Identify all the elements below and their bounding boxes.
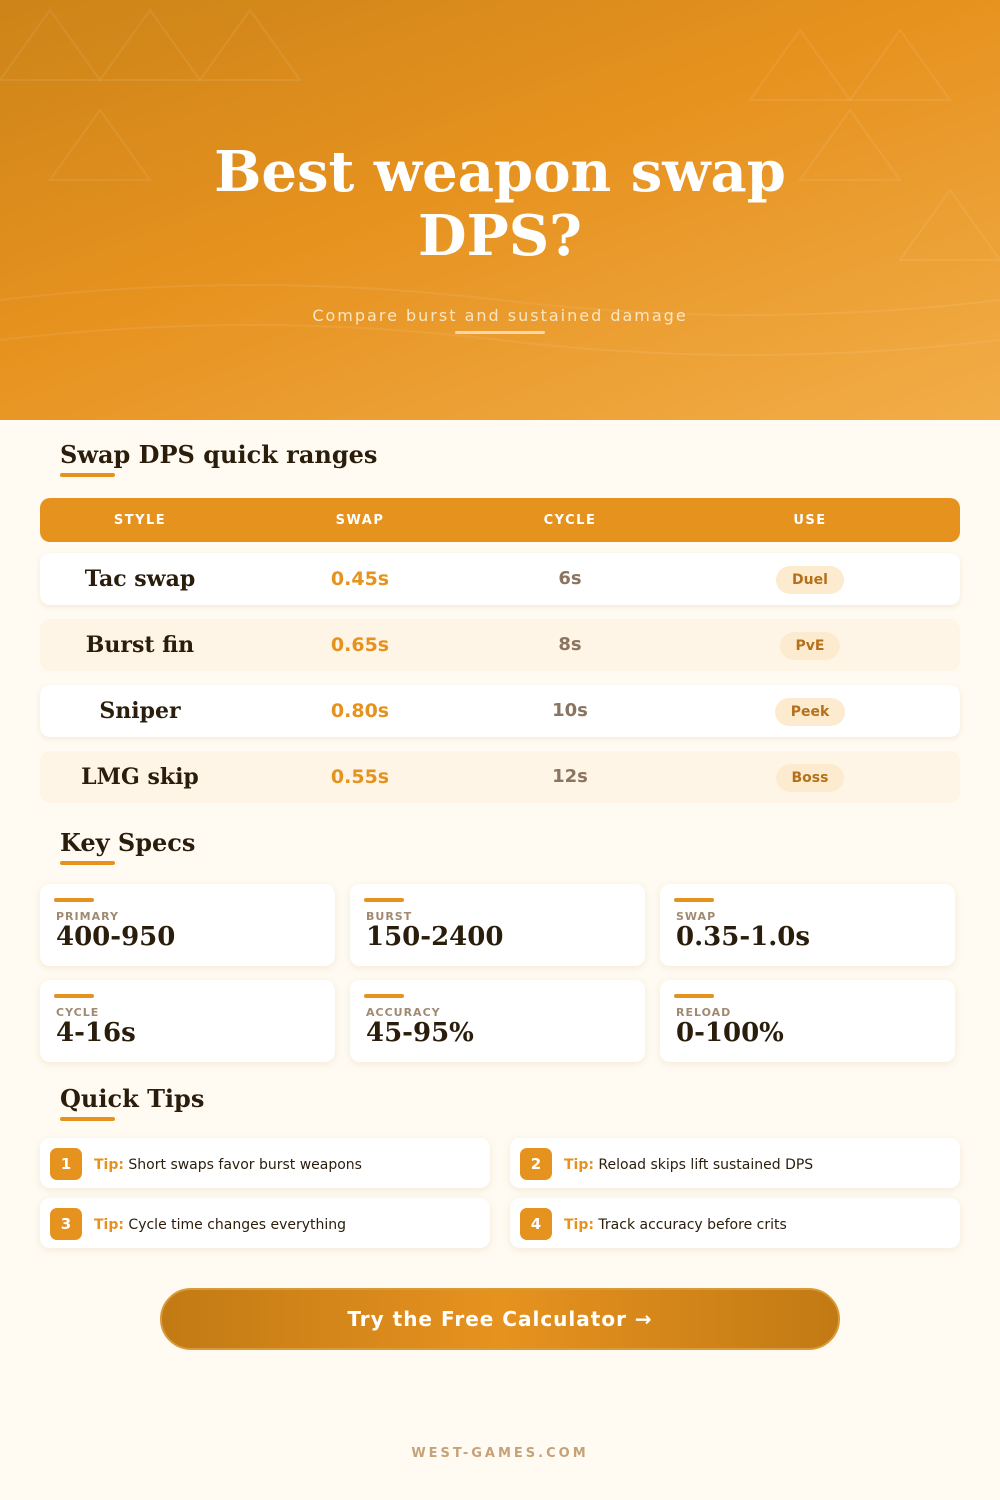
calculator-cta-button[interactable]: Try the Free Calculator → — [160, 1288, 840, 1350]
tip-number-badge: 3 — [50, 1208, 82, 1240]
spec-card-swap — [660, 884, 955, 966]
tips-section-underline — [60, 1117, 115, 1121]
specs-section-underline — [60, 861, 115, 865]
tip-text: Short swaps favor burst weapons — [128, 1157, 362, 1173]
tip-card — [40, 1198, 490, 1248]
column-header-swap: SWAP — [335, 513, 385, 528]
use-badge: Boss — [776, 764, 845, 792]
tip-number-badge: 1 — [50, 1148, 82, 1180]
tip-prefix: Tip: — [94, 1217, 124, 1233]
row-style: Sniper — [99, 698, 181, 724]
table-row — [40, 553, 960, 605]
column-header-style: STYLE — [113, 513, 167, 528]
subtitle-underline — [455, 331, 545, 334]
tip-number-badge: 4 — [520, 1208, 552, 1240]
hero-banner — [0, 0, 1000, 420]
column-header-use: USE — [793, 513, 827, 528]
row-swap: 0.55s — [330, 766, 390, 788]
spec-card-accuracy — [350, 980, 645, 1062]
tip-card — [510, 1138, 960, 1188]
row-style: LMG skip — [81, 764, 199, 790]
row-cycle: 12s — [552, 766, 588, 787]
row-swap: 0.80s — [330, 700, 390, 722]
spec-card-burst — [350, 884, 645, 966]
specs-section-title: Key Specs — [60, 828, 196, 857]
tip-text: Track accuracy before crits — [598, 1217, 787, 1233]
column-header-cycle: CYCLE — [543, 513, 597, 528]
row-swap: 0.45s — [330, 568, 390, 590]
spec-label: ACCURACY — [366, 1006, 441, 1019]
spec-accent-bar — [674, 898, 714, 902]
spec-value: 0.35-1.0s — [676, 922, 810, 952]
spec-accent-bar — [364, 994, 404, 998]
spec-accent-bar — [674, 994, 714, 998]
tip-prefix: Tip: — [564, 1217, 594, 1233]
spec-accent-bar — [54, 994, 94, 998]
tip-prefix: Tip: — [564, 1157, 594, 1173]
spec-card-cycle — [40, 980, 335, 1062]
use-badge: Duel — [776, 566, 844, 594]
table-row — [40, 751, 960, 803]
spec-label: SWAP — [676, 910, 717, 923]
row-cycle: 8s — [558, 634, 582, 655]
row-swap: 0.65s — [330, 634, 390, 656]
spec-accent-bar — [364, 898, 404, 902]
ranges-section-underline — [60, 473, 115, 477]
tip-prefix: Tip: — [94, 1157, 124, 1173]
tip-card — [510, 1198, 960, 1248]
row-cycle: 6s — [558, 568, 582, 589]
spec-card-primary — [40, 884, 335, 966]
row-style: Tac swap — [84, 566, 196, 592]
tips-section-title: Quick Tips — [60, 1084, 205, 1113]
spec-value: 45-95% — [366, 1018, 474, 1048]
spec-label: BURST — [366, 910, 413, 923]
spec-value: 150-2400 — [366, 922, 504, 952]
table-row — [40, 685, 960, 737]
spec-label: RELOAD — [676, 1006, 732, 1019]
spec-value: 0-100% — [676, 1018, 784, 1048]
ranges-table-header — [40, 498, 960, 542]
spec-value: 4-16s — [56, 1018, 136, 1048]
spec-accent-bar — [54, 898, 94, 902]
spec-card-reload — [660, 980, 955, 1062]
page-subtitle: Compare burst and sustained damage — [312, 306, 688, 325]
footer-site-name: WEST-GAMES.COM — [411, 1446, 589, 1461]
spec-label: PRIMARY — [56, 910, 119, 923]
spec-value: 400-950 — [56, 922, 176, 952]
row-style: Burst fin — [85, 632, 195, 658]
page-title: Best weapon swap DPS? — [214, 139, 786, 269]
tip-card — [40, 1138, 490, 1188]
use-badge: PvE — [780, 632, 841, 660]
tip-number-badge: 2 — [520, 1148, 552, 1180]
tip-text: Reload skips lift sustained DPS — [598, 1157, 814, 1173]
table-row — [40, 619, 960, 671]
ranges-section-title: Swap DPS quick ranges — [60, 440, 378, 469]
tip-text: Cycle time changes everything — [128, 1217, 347, 1233]
row-cycle: 10s — [552, 700, 588, 721]
use-badge: Peek — [775, 698, 846, 726]
spec-label: CYCLE — [56, 1006, 100, 1019]
